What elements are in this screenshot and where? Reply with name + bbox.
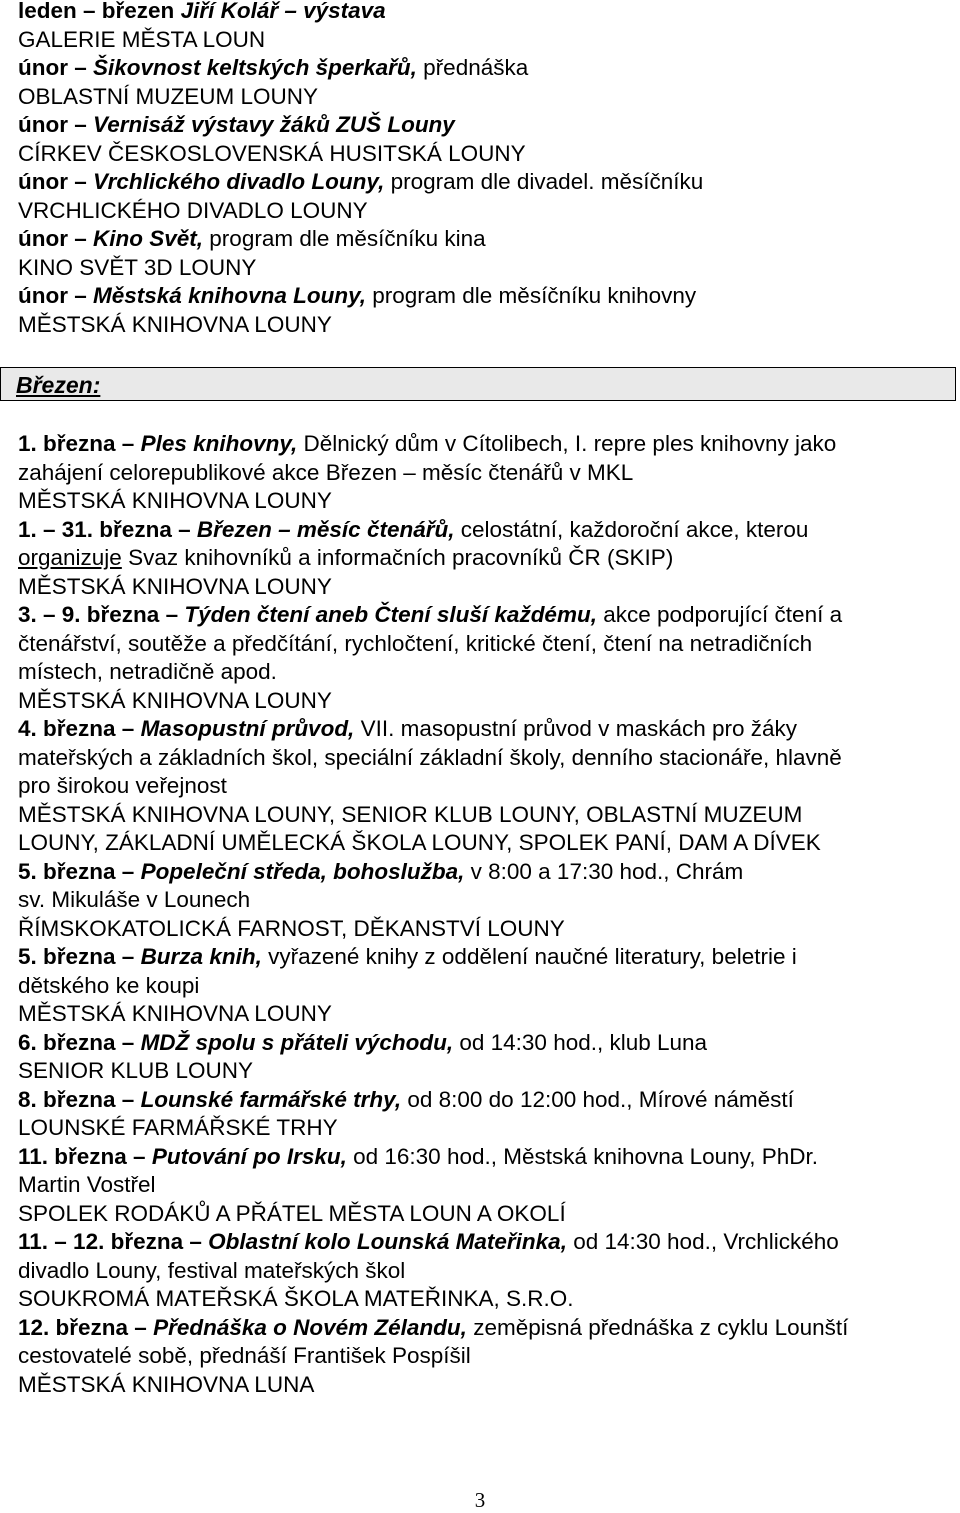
text-segment: od 8:00 do 12:00 hod., Mírové náměstí: [401, 1086, 794, 1112]
text-segment: vyřazené knihy z oddělení naučné literatury, beletrie i: [261, 944, 797, 969]
text-segment: zahájení celorepublikové akce Březen – měsíc čtenářů v MKL: [18, 459, 634, 485]
march-events-listing: [18, 430, 848, 1399]
text-segment: od 16:30 hod., Městská knihovna Louny, PhDr.: [346, 1143, 818, 1169]
text-line: [18, 1057, 848, 1086]
text-segment: Martin Vostřel: [18, 1172, 156, 1197]
text-line: [18, 430, 848, 459]
text-segment: 5. března –: [18, 944, 141, 969]
text-segment: Březen – měsíc čtenářů,: [196, 516, 455, 542]
text-segment: sv. Mikuláše v Lounech: [18, 887, 251, 912]
text-line: [18, 1228, 848, 1257]
text-segment: Lounské farmářské trhy,: [140, 1086, 402, 1112]
text-line: [18, 26, 703, 55]
text-segment: LOUNY, ZÁKLADNÍ UMĚLECKÁ ŠKOLA LOUNY, SPOLEK PANÍ, DAM A DÍVEK: [18, 830, 821, 855]
text-segment: Vrchlického divadlo Louny,: [93, 169, 385, 194]
text-segment: program dle divadel. měsíčníku: [384, 169, 704, 194]
text-segment: SPOLEK RODÁKŮ A PŘÁTEL MĚSTA LOUN A OKOLÍ: [18, 1200, 566, 1226]
text-line: [18, 1171, 848, 1200]
intro-listing: [18, 0, 703, 339]
text-line: [18, 886, 848, 915]
text-line: [18, 1114, 848, 1143]
text-line: [18, 630, 848, 659]
text-segment: 11. – 12. března –: [18, 1229, 209, 1254]
text-line: [18, 1200, 848, 1229]
text-segment: únor –: [18, 55, 94, 80]
text-line: [18, 801, 848, 830]
text-segment: ŘÍMSKOKATOLICKÁ FARNOST, DĚKANSTVÍ LOUNY: [18, 915, 565, 941]
page-number: 3: [474, 1488, 486, 1512]
text-line: [18, 459, 848, 488]
text-segment: leden – březen: [18, 0, 181, 23]
text-segment: Ples knihovny,: [140, 431, 298, 456]
text-line: [18, 772, 848, 801]
text-line: [18, 573, 848, 602]
text-segment: Oblastní kolo Lounská Mateřinka,: [208, 1229, 567, 1254]
text-line: [18, 487, 848, 516]
text-segment: Šikovnost keltských šperkařů,: [93, 55, 417, 80]
text-segment: 4. března –: [18, 716, 141, 741]
text-segment: Dělnický dům v Cítolibech, I. repre ples knihovny jako: [297, 431, 837, 456]
text-line: [18, 829, 848, 858]
text-line: [18, 687, 848, 716]
text-line: [18, 715, 848, 744]
text-line: [18, 254, 703, 283]
text-segment: 1. – 31. března –: [18, 516, 197, 542]
text-segment: cestovatelé sobě, přednáší František Pospíšil: [18, 1343, 471, 1368]
text-segment: MĚSTSKÁ KNIHOVNA LUNA: [18, 1371, 315, 1397]
text-line: [18, 658, 848, 687]
text-line: [18, 1086, 848, 1115]
text-segment: SOUKROMÁ MATEŘSKÁ ŠKOLA MATEŘINKA, S.R.O.: [18, 1286, 574, 1311]
text-segment: Týden čtení aneb Čtení sluší každému,: [184, 602, 597, 627]
text-segment: přednáška: [416, 55, 529, 80]
text-segment: MDŽ spolu s přáteli východu,: [140, 1029, 454, 1055]
text-line: [18, 1371, 848, 1400]
text-line: [18, 1000, 848, 1029]
text-segment: MĚSTSKÁ KNIHOVNA LOUNY, SENIOR KLUB LOUNY, OBLASTNÍ MUZEUM: [18, 801, 803, 827]
text-line: [18, 516, 848, 545]
text-segment: Svaz knihovníků a informačních pracovníků ČR (SKIP): [121, 545, 674, 570]
text-segment: MĚSTSKÁ KNIHOVNA LOUNY: [18, 573, 332, 599]
text-line: [18, 1314, 848, 1343]
text-segment: organizuje: [18, 545, 122, 570]
text-segment: 1. března –: [18, 431, 141, 456]
text-segment: Masopustní průvod,: [140, 716, 355, 741]
text-segment: celostátní, každoroční akce, kterou: [454, 516, 809, 542]
text-segment: místech, netradičně apod.: [18, 659, 277, 684]
text-segment: Popeleční středa, bohoslužba,: [140, 858, 465, 884]
text-segment: SENIOR KLUB LOUNY: [18, 1058, 254, 1083]
text-line: [18, 1285, 848, 1314]
text-line: [18, 744, 848, 773]
text-line: [18, 111, 703, 140]
text-segment: OBLASTNÍ MUZEUM LOUNY: [18, 83, 319, 109]
text-segment: 8. března –: [18, 1086, 141, 1112]
text-segment: v 8:00 a 17:30 hod., Chrám: [464, 858, 744, 884]
text-line: [18, 601, 848, 630]
text-segment: VRCHLICKÉHO DIVADLO LOUNY: [18, 197, 368, 223]
text-segment: od 14:30 hod., klub Luna: [453, 1029, 708, 1055]
text-segment: únor –: [18, 169, 94, 194]
text-line: [18, 282, 703, 311]
text-segment: Městská knihovna Louny,: [93, 283, 366, 308]
text-segment: Jiří Kolář – výstava: [180, 0, 386, 23]
text-line: [18, 915, 848, 944]
text-line: [18, 83, 703, 112]
text-line: [18, 1143, 848, 1172]
text-segment: CÍRKEV ČESKOSLOVENSKÁ HUSITSKÁ LOUNY: [18, 140, 526, 166]
text-segment: GALERIE MĚSTA LOUN: [18, 26, 266, 52]
text-segment: dětského ke koupi: [18, 972, 200, 998]
text-segment: Vernisáž výstavy žáků ZUŠ Louny: [93, 112, 455, 137]
text-segment: Přednáška o Novém Zélandu,: [153, 1314, 467, 1340]
text-segment: 6. března –: [18, 1029, 141, 1055]
text-segment: 5. března –: [18, 858, 141, 884]
text-line: [18, 1257, 848, 1286]
text-segment: Putování po Irsku,: [151, 1143, 347, 1169]
text-segment: únor –: [18, 226, 94, 251]
text-segment: akce podporující čtení a: [596, 602, 843, 627]
text-line: [18, 858, 848, 887]
text-line: [18, 225, 703, 254]
text-segment: únor –: [18, 283, 94, 308]
text-segment: 11. března –: [18, 1143, 152, 1169]
text-segment: program dle měsíčníku knihovny: [366, 283, 697, 308]
text-line: [18, 54, 703, 83]
text-line: [18, 943, 848, 972]
text-segment: MĚSTSKÁ KNIHOVNA LOUNY: [18, 311, 332, 337]
text-segment: KINO SVĚT 3D LOUNY: [18, 254, 257, 280]
text-line: [18, 311, 703, 340]
text-segment: mateřských a základních škol, speciální základní školy, denního stacionáře, hlavně: [18, 744, 842, 770]
text-line: [18, 0, 703, 26]
text-segment: MĚSTSKÁ KNIHOVNA LOUNY: [18, 488, 332, 513]
text-line: [18, 972, 848, 1001]
text-line: [18, 1029, 848, 1058]
section-header-bar: [0, 367, 956, 401]
text-line: [18, 197, 703, 226]
text-segment: program dle měsíčníku kina: [203, 226, 486, 251]
text-segment: VII. masopustní průvod v maskách pro žáky: [354, 716, 798, 741]
text-segment: čtenářství, soutěže a předčítání, rychločtení, kritické čtení, čtení na netradičních: [18, 630, 813, 656]
text-segment: 3. – 9. března –: [18, 602, 185, 627]
text-line: [18, 168, 703, 197]
section-title: Březen:: [16, 372, 101, 398]
text-segment: divadlo Louny, festival mateřských škol: [18, 1257, 406, 1283]
text-line: [18, 1342, 848, 1371]
text-segment: únor –: [18, 112, 94, 137]
text-segment: od 14:30 hod., Vrchlického: [566, 1229, 839, 1254]
text-line: [18, 140, 703, 169]
text-segment: pro širokou veřejnost: [18, 773, 227, 798]
text-line: [18, 544, 848, 573]
text-segment: LOUNSKÉ FARMÁŘSKÉ TRHY: [18, 1115, 338, 1140]
text-segment: Kino Svět,: [93, 226, 204, 251]
text-segment: 12. března –: [18, 1314, 154, 1340]
text-segment: MĚSTSKÁ KNIHOVNA LOUNY: [18, 1001, 332, 1026]
text-segment: zeměpisná přednáška z cyklu Lounští: [466, 1314, 849, 1340]
text-segment: Burza knih,: [140, 944, 262, 969]
text-segment: MĚSTSKÁ KNIHOVNA LOUNY: [18, 687, 332, 713]
